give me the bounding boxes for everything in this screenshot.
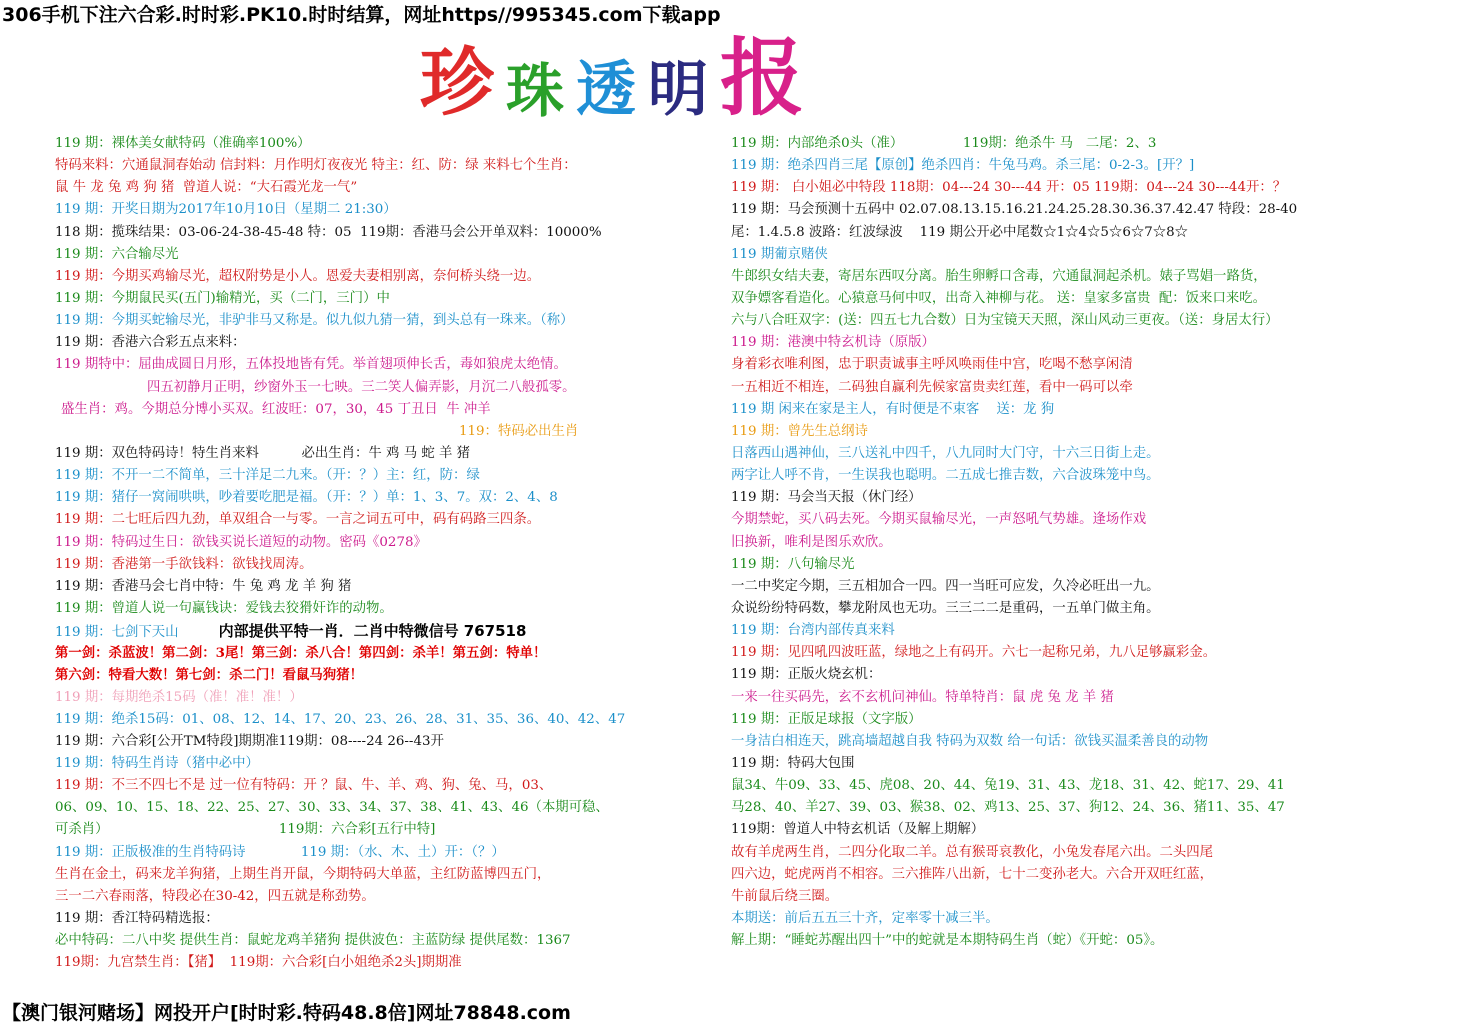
left-column bbox=[55, 133, 715, 974]
text-line: 生肖在金土，码来龙羊狗猪，上期生肖开鼠，今期特码大单蓝，主红防蓝博四五门， bbox=[55, 866, 551, 882]
text-line: 119 期：不三不四七不是 过一位有特码：开 ？鼠、牛、羊、鸡、狗、兔、马，03、 bbox=[55, 778, 553, 794]
text-line: 119 期：今期鼠民买(五门)输精光，买（二门，三门）中 bbox=[55, 290, 390, 306]
text-line: 06、09、10、15、18、22、25、27、30、33、34、37、38、41、43、46（本期可稳、 bbox=[55, 800, 609, 816]
text-line: 三一二六春雨落，特段必在30-42，四五就是称劲势。 bbox=[55, 888, 375, 904]
text-line: 119 期：不开一二不简单，三十洋足二九来。（开：？）主：红，防：绿 bbox=[55, 468, 480, 484]
text-line: 119 期：开奖日期为2017年10月10日（星期二 21:30） bbox=[55, 202, 397, 218]
text-line: 牛前鼠后绕三圈。 bbox=[731, 888, 839, 904]
text-line: 119 期：港澳中特玄机诗（原版） bbox=[731, 335, 935, 351]
text-line: 119 期 闲来在家是主人，有时便是不束客 送：龙 狗 bbox=[731, 401, 1055, 417]
text-line: 119 期：内部绝杀0头（准） 119期：绝杀牛 马 二尾：2、3 bbox=[731, 136, 1157, 151]
text-line: 鼠 牛 龙 兔 鸡 狗 猪 曾道人说：“大石霞光龙一气” bbox=[55, 180, 358, 196]
text-line: 尾：1.4.5.8 波路：红波绿波 119 期公开必中尾数☆1☆4☆5☆6☆7☆8☆ bbox=[731, 224, 1189, 240]
text-line: 今期禁蛇，买八码去死。今期买鼠输尽光，一声怒吼气势雄。逢场作戏 bbox=[731, 512, 1147, 528]
text-line: 必中特码：二八中奖 提供生肖：鼠蛇龙鸡羊猪狗 提供波色：主蓝防绿 提供尾数：1367 bbox=[55, 933, 571, 949]
text-line: 鼠34、牛09、33、45、虎08、20、44、兔19、31、43、龙18、31、42、蛇17、29、41 bbox=[731, 778, 1285, 794]
text-line: 一五相近不相连，二码独自赢利先候家富贵卖红莲，看中一码可以牵 bbox=[731, 379, 1133, 395]
text-line: 119 期：香江特码精选报： bbox=[55, 910, 219, 926]
text-line: 119 期：绝杀四肖三尾【原创】绝杀四肖：牛兔马鸡。杀三尾：0-2-3。[开？] bbox=[731, 158, 1195, 174]
text-line: 牛郎织女结夫妻，寄居东西叹分离。胎生卵孵口含毒，穴通鼠洞起杀机。婊子骂娼一路货， bbox=[731, 268, 1267, 284]
text-line: 119 期：七剑下天山 内部提供平特一肖．二肖中特微信号 767518 bbox=[55, 622, 527, 641]
text-line: 两字让人呼不肯，一生误我也聪明。二五成七推吉数，六合波珠笼中鸟。 bbox=[731, 468, 1160, 484]
text-line: 六与八合旺双字：(送：四五七九合数）日为宝镜天天照，深山风动三更夜。（送：身居太行） bbox=[731, 313, 1279, 329]
text-line: 119 期：正版极准的生肖特码诗 119 期：（水、木、土）开：（？） bbox=[55, 844, 505, 860]
text-line: 119 期：猪仔一窝闹哄哄，吵着要吃肥是福。（开：？）单：1、3、7。双：2、4、8 bbox=[55, 490, 558, 506]
title-char: 珠 bbox=[506, 57, 565, 125]
text-line: 119 期：香港第一手欲钱料：欲钱找周涛。 bbox=[55, 556, 313, 572]
text-line: 119 期：六合输尽光 bbox=[55, 246, 179, 262]
text-line: 可杀肖） 119期：六合彩[五行中特] bbox=[55, 822, 436, 838]
wechat-promo: 内部提供平特一肖．二肖中特微信号 767518 bbox=[218, 622, 527, 641]
text-line: 双争嫖客看造化。心猿意马何中叹，出奇入神柳与花。 送：皇家多富贵 配：饭来口来吃。 bbox=[731, 290, 1267, 306]
top-banner: 306手机下注六合彩.时时彩.PK10.时时结算，网址https//995345.com下载app bbox=[2, 4, 721, 26]
title-char: 明 bbox=[648, 55, 709, 125]
text-line: 119 期： 白小姐必中特段 118期：04---24 30---44 开：05 119期：04---24 30---44开：？ bbox=[731, 180, 1287, 196]
text-line: 119 期特中：屈曲成圆日月形，五体投地皆有凭。举首翅项伸长舌，毒如狼虎太绝情。 bbox=[55, 357, 567, 373]
text-line: 马28、40、羊27、39、03、猴38、02、鸡13、25、37、狗12、24、36、猪11、35、47 bbox=[731, 800, 1285, 816]
text-line: 日落西山遇神仙，三八送礼中四千，八九同时大门守，十六三日街上走。 bbox=[731, 445, 1160, 461]
text-line: 119 期：二七旺后四九劲，单双组合一与零。一言之词五可中，码有码路三四条。 bbox=[55, 512, 541, 528]
text-line: 119 期：双色特码诗！特生肖来料 必出生肖：牛 鸡 马 蛇 羊 猪 bbox=[55, 445, 471, 461]
text-line: 119期：九宫禁生肖：【猪】 119期：六合彩[白小姐绝杀2头]期期准 bbox=[55, 955, 462, 971]
text-line: 本期送：前后五五三十齐，定率零十减三半。 bbox=[731, 910, 999, 926]
text-line: 119 期：台湾内部传真来料 bbox=[731, 623, 895, 639]
text-line: 119 期：正版足球报（文字版） bbox=[731, 711, 922, 727]
text-line: 118 期：揽珠结果：03-06-24-38-45-48 特：05 119期：香港马会公开单双料：10000% bbox=[55, 224, 602, 240]
text-line: 特码来料：穴通鼠洞春始动 信封料：月作明灯夜夜光 特主：红、防：绿 来料七个生肖： bbox=[55, 158, 577, 174]
text-line: 119 期：八句输尽光 bbox=[731, 556, 855, 572]
text-line: 119 期：绝杀15码：01、08、12、14、17、20、23、26、28、31、35、36、40、42、47 bbox=[55, 711, 626, 727]
text-line: 119 期：马会预测十五码中 02.07.08.13.15.16.21.24.25.28.30.36.37.42.47 特段：28-40 bbox=[731, 202, 1298, 218]
text-line: 故有羊虎两生肖，二四分化取二羊。总有猴哥哀教化，小兔发春尾六出。二头四尾 bbox=[731, 844, 1214, 860]
text-line: 119 期：特码生肖诗（猪中必中） bbox=[55, 755, 259, 771]
text-line: 一二中奖定今期，三五相加合一四。四一当旺可应发，久冷必旺出一九。 bbox=[731, 578, 1160, 594]
text-line: 119 期葡京赌侠 bbox=[731, 246, 828, 262]
text-line: 119 期：今期买蛇输尽光，非驴非马又称是。似九似九猜一猜，到头总有一珠来。（称） bbox=[55, 313, 574, 329]
text-line: 119期：曾道人中特玄机话（及解上期解） bbox=[731, 822, 985, 838]
text-line: 119：特码必出生肖 bbox=[459, 423, 579, 439]
title-char: 报 bbox=[720, 28, 805, 127]
text-line: 一来一往买码先，玄不玄机问神仙。特单特肖：鼠 虎 兔 龙 羊 猪 bbox=[731, 689, 1114, 705]
text-line: 119 期：香港六合彩五点来料： bbox=[55, 335, 246, 351]
text-line: 119 期：见四吼四波旺蓝，绿地之上有码开。六七一起称兄弟，九八足够赢彩金。 bbox=[731, 645, 1217, 661]
text-line: 盛生肖：鸡。今期总分博小买双。红波旺：07，30，45 丁丑日 牛 冲羊 bbox=[61, 401, 491, 417]
text-line: 身着彩衣唯利图，忠于职责诚事主呼风唤雨佳中宫，吃喝不愁享闲清 bbox=[731, 357, 1133, 373]
text-line: 119 期：每期绝杀15码（准！准！准！） bbox=[55, 689, 303, 705]
text-line: 119 期：六合彩[公开TM特段]期期准119期：08----24 26--43开 bbox=[55, 733, 444, 749]
text-line: 119 期：特码过生日：欲钱买说长道短的动物。密码《0278》 bbox=[55, 534, 427, 550]
text-line: 第一剑：杀蓝波！第二剑：3尾！第三剑：杀八合！第四剑：杀羊！第五剑：特单！ bbox=[55, 645, 547, 662]
page-title bbox=[420, 28, 805, 127]
text-line: 四六边，蛇虎两肖不相容。三六推阵八出新，七十二变孙老大。六合开双旺红蓝， bbox=[731, 866, 1214, 882]
text-line: 旧换新，唯利是图乐欢欣。 bbox=[731, 534, 892, 550]
text-line: 119 期：香港马会七肖中特：牛 兔 鸡 龙 羊 狗 猪 bbox=[55, 578, 352, 594]
title-char: 珍 bbox=[420, 40, 494, 126]
right-column bbox=[731, 133, 1431, 952]
text-line: 119 期：特码大包围 bbox=[731, 755, 855, 771]
text-line: 四五初静月正明，纱窗外玉一七映。三二笑人偏弄影，月沉二八般孤零。 bbox=[147, 379, 576, 395]
text-line: 119 期：今期买鸡输尽光，超权附势是小人。恩爱夫妻相别离，奈何桥头绕一边。 bbox=[55, 268, 541, 284]
text-line: 解上期：“睡蛇苏醒出四十”中的蛇就是本期特码生肖（蛇）《开蛇：05》。 bbox=[731, 933, 1164, 949]
bottom-banner: 【澳门银河赌场】网投开户[时时彩.特码48.8倍]网址78848.com bbox=[2, 1002, 571, 1024]
text-line: 119 期：正版火烧玄机： bbox=[731, 667, 882, 683]
text-line: 119 期：曾道人说一句赢钱诀：爱钱去狡猾奸诈的动物。 bbox=[55, 600, 393, 616]
text-line: 119 期：曾先生总纲诗 bbox=[731, 423, 868, 439]
text-line: 众说纷纷特码数，攀龙附凤也无功。三三二二是重码，一五单门做主角。 bbox=[731, 600, 1160, 616]
text-line: 第六剑：特看大数！第七剑：杀二门！看鼠马狗猪！ bbox=[55, 667, 363, 684]
title-char: 透 bbox=[576, 55, 637, 125]
text-line: 一身洁白相连天，跳高墙超越自我 特码为双数 给一句话：欲钱买温柔善良的动物 bbox=[731, 733, 1209, 749]
text-line: 119 期：裸体美女献特码（准确率100%） bbox=[55, 136, 311, 151]
text-line: 119 期：马会当天报（休门经） bbox=[731, 490, 922, 506]
